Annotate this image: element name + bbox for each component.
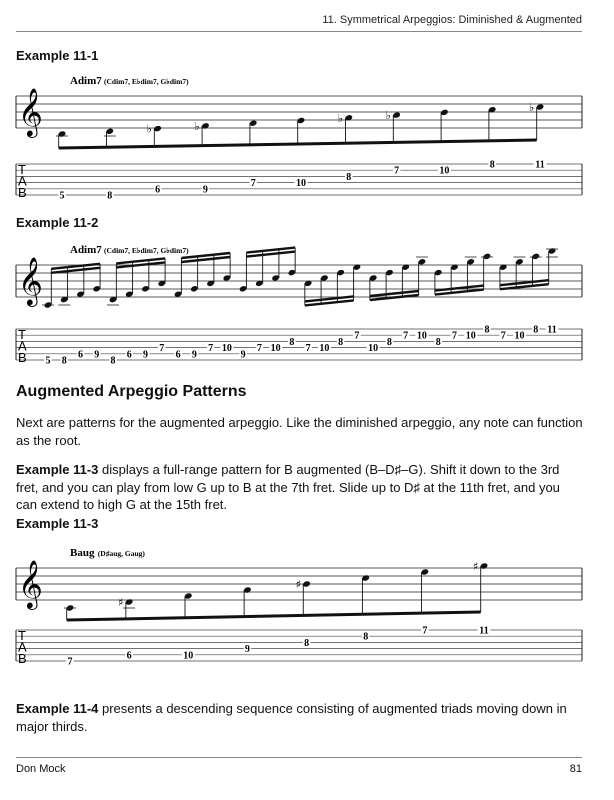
tab-fret-number: 10 (319, 343, 330, 355)
accidental-mark: ♭ (337, 111, 344, 125)
tab-fret-number: 7 (422, 625, 428, 637)
tab-fret-number: 7 (394, 165, 400, 177)
tab-fret-number: 7 (354, 330, 360, 342)
tab-clef-letter: B (18, 185, 27, 200)
tab-fret-number: 7 (451, 330, 457, 342)
accidental-mark: ♭ (194, 119, 200, 133)
tab-fret-number: 10 (183, 650, 194, 662)
tab-fret-number: 8 (386, 336, 392, 348)
accidental-mark: ♭ (529, 101, 535, 114)
tab-fret-number: 11 (547, 324, 557, 336)
tab-fret-number: 8 (489, 159, 495, 171)
tab-fret-number: 9 (202, 184, 208, 196)
example-11-1-score (0, 68, 614, 218)
paragraph-intro: Next are patterns for the augmented arpeggio. Like the diminished arpeggio, any note can function as the root. (16, 415, 583, 448)
footer-rule (16, 757, 582, 758)
header-rule (16, 31, 582, 32)
tab-fret-number: 8 (533, 324, 539, 336)
tab-fret-number: 8 (484, 324, 490, 336)
tab-fret-number: 10 (221, 343, 232, 355)
chord-alternates: (Cdim7, E♭dim7, G♭dim7) (104, 246, 189, 255)
accidental-mark: ♭ (146, 122, 152, 136)
treble-clef-icon: 𝄞 (18, 559, 43, 608)
accidental-mark: ♯ (118, 596, 124, 609)
tab-fret-number: 11 (479, 625, 489, 637)
tab-fret-number: 9 (143, 349, 149, 361)
accidental-mark: ♯ (473, 560, 479, 573)
tab-clef-letter: T (18, 162, 26, 177)
example-11-2-score (0, 233, 614, 368)
tab-fret-number: 10 (296, 178, 306, 190)
tab-fret-number: 10 (514, 330, 525, 342)
tab-clef-letter: A (18, 639, 27, 655)
tab-fret-number: 6 (126, 349, 132, 361)
section-title: Augmented Arpeggio Patterns (16, 383, 247, 400)
tab-fret-number: 8 (289, 336, 295, 348)
treble-clef-icon: 𝄞 (18, 256, 43, 305)
tab-fret-number: 9 (244, 644, 250, 656)
tab-fret-number: 8 (110, 355, 116, 367)
tab-fret-number: 7 (500, 330, 506, 342)
tab-fret-number: 8 (61, 355, 67, 367)
tab-fret-number: 8 (338, 336, 344, 348)
tab-fret-number: 11 (535, 159, 545, 171)
chord-alternates: (D♯aug, Gaug) (97, 549, 145, 558)
tab-fret-number: 6 (126, 650, 132, 662)
tab-fret-number: 6 (175, 349, 181, 361)
tab-clef-letter: B (18, 651, 27, 666)
tab-fret-number: 8 (304, 637, 310, 649)
page-number: 81 (569, 763, 582, 775)
tab-fret-number: 7 (305, 343, 311, 355)
tab-clef-letter: B (18, 350, 27, 365)
paragraph-example-11-3-lead: Example 11-3 (16, 462, 99, 477)
tab-fret-number: 9 (94, 349, 100, 361)
tab-fret-number: 8 (435, 336, 441, 348)
tab-fret-number: 7 (208, 343, 214, 355)
tab-fret-number: 6 (155, 184, 161, 196)
tab-fret-number: 7 (67, 656, 73, 668)
accidental-mark: ♭ (385, 109, 391, 123)
tab-fret-number: 10 (416, 330, 427, 342)
tab-clef-letter: A (18, 338, 27, 354)
tab-fret-number: 10 (439, 165, 450, 177)
tab-fret-number: 7 (159, 343, 165, 355)
tab-fret-number: 7 (250, 178, 256, 190)
tab-fret-number: 7 (256, 343, 262, 355)
example-11-1-label: Example 11-1 (16, 48, 99, 63)
paragraph-example-11-3 (16, 461, 584, 514)
running-head: 11. Symmetrical Arpeggios: Diminished & Augmented (322, 14, 582, 26)
tab-fret-number: 9 (191, 349, 197, 361)
tab-clef-letter: A (18, 173, 27, 189)
paragraph-example-11-4-lead: Example 11-4 (16, 701, 99, 716)
footer-author: Don Mock (16, 763, 66, 775)
tab-fret-number: 5 (59, 190, 65, 202)
paragraph-example-11-4-text: presents a descending sequence consisting of augmented triads moving down in major thirds. (16, 701, 567, 734)
tab-fret-number: 8 (363, 631, 369, 643)
chord-symbol: Adim7 (70, 75, 102, 87)
tab-fret-number: 5 (45, 355, 51, 367)
chord-alternates: (Cdim7, E♭dim7, G♭dim7) (104, 77, 189, 86)
tab-fret-number: 7 (403, 330, 409, 342)
tab-fret-number: 10 (465, 330, 476, 342)
tab-fret-number: 6 (78, 349, 84, 361)
paragraph-example-11-4 (16, 700, 584, 735)
tab-clef-letter: T (18, 327, 26, 342)
tab-fret-number: 8 (346, 171, 352, 183)
example-11-3-label: Example 11-3 (16, 516, 99, 531)
tab-fret-number: 10 (270, 343, 281, 355)
note-beam (67, 612, 481, 620)
chord-symbol: Adim7 (70, 244, 102, 256)
paragraph-example-11-3-text: displays a full-range pattern for B augmented (B–D♯–G). Shift it down to the 3rd fret, and you can play from low G up to B at the 7th fret. Slide up to D♯ at the 11th fret, and you can extend to high G at the 15th fret. (16, 462, 560, 512)
accidental-mark: ♯ (295, 578, 301, 591)
tab-clef-letter: T (18, 628, 26, 643)
tab-fret-number: 8 (107, 190, 113, 202)
tab-fret-number: 10 (368, 343, 379, 355)
example-11-2-label: Example 11-2 (16, 215, 99, 230)
treble-clef-icon: 𝄞 (18, 87, 43, 136)
tab-fret-number: 9 (240, 349, 246, 361)
chord-symbol: Baug (70, 547, 95, 559)
example-11-3-score (0, 535, 614, 675)
